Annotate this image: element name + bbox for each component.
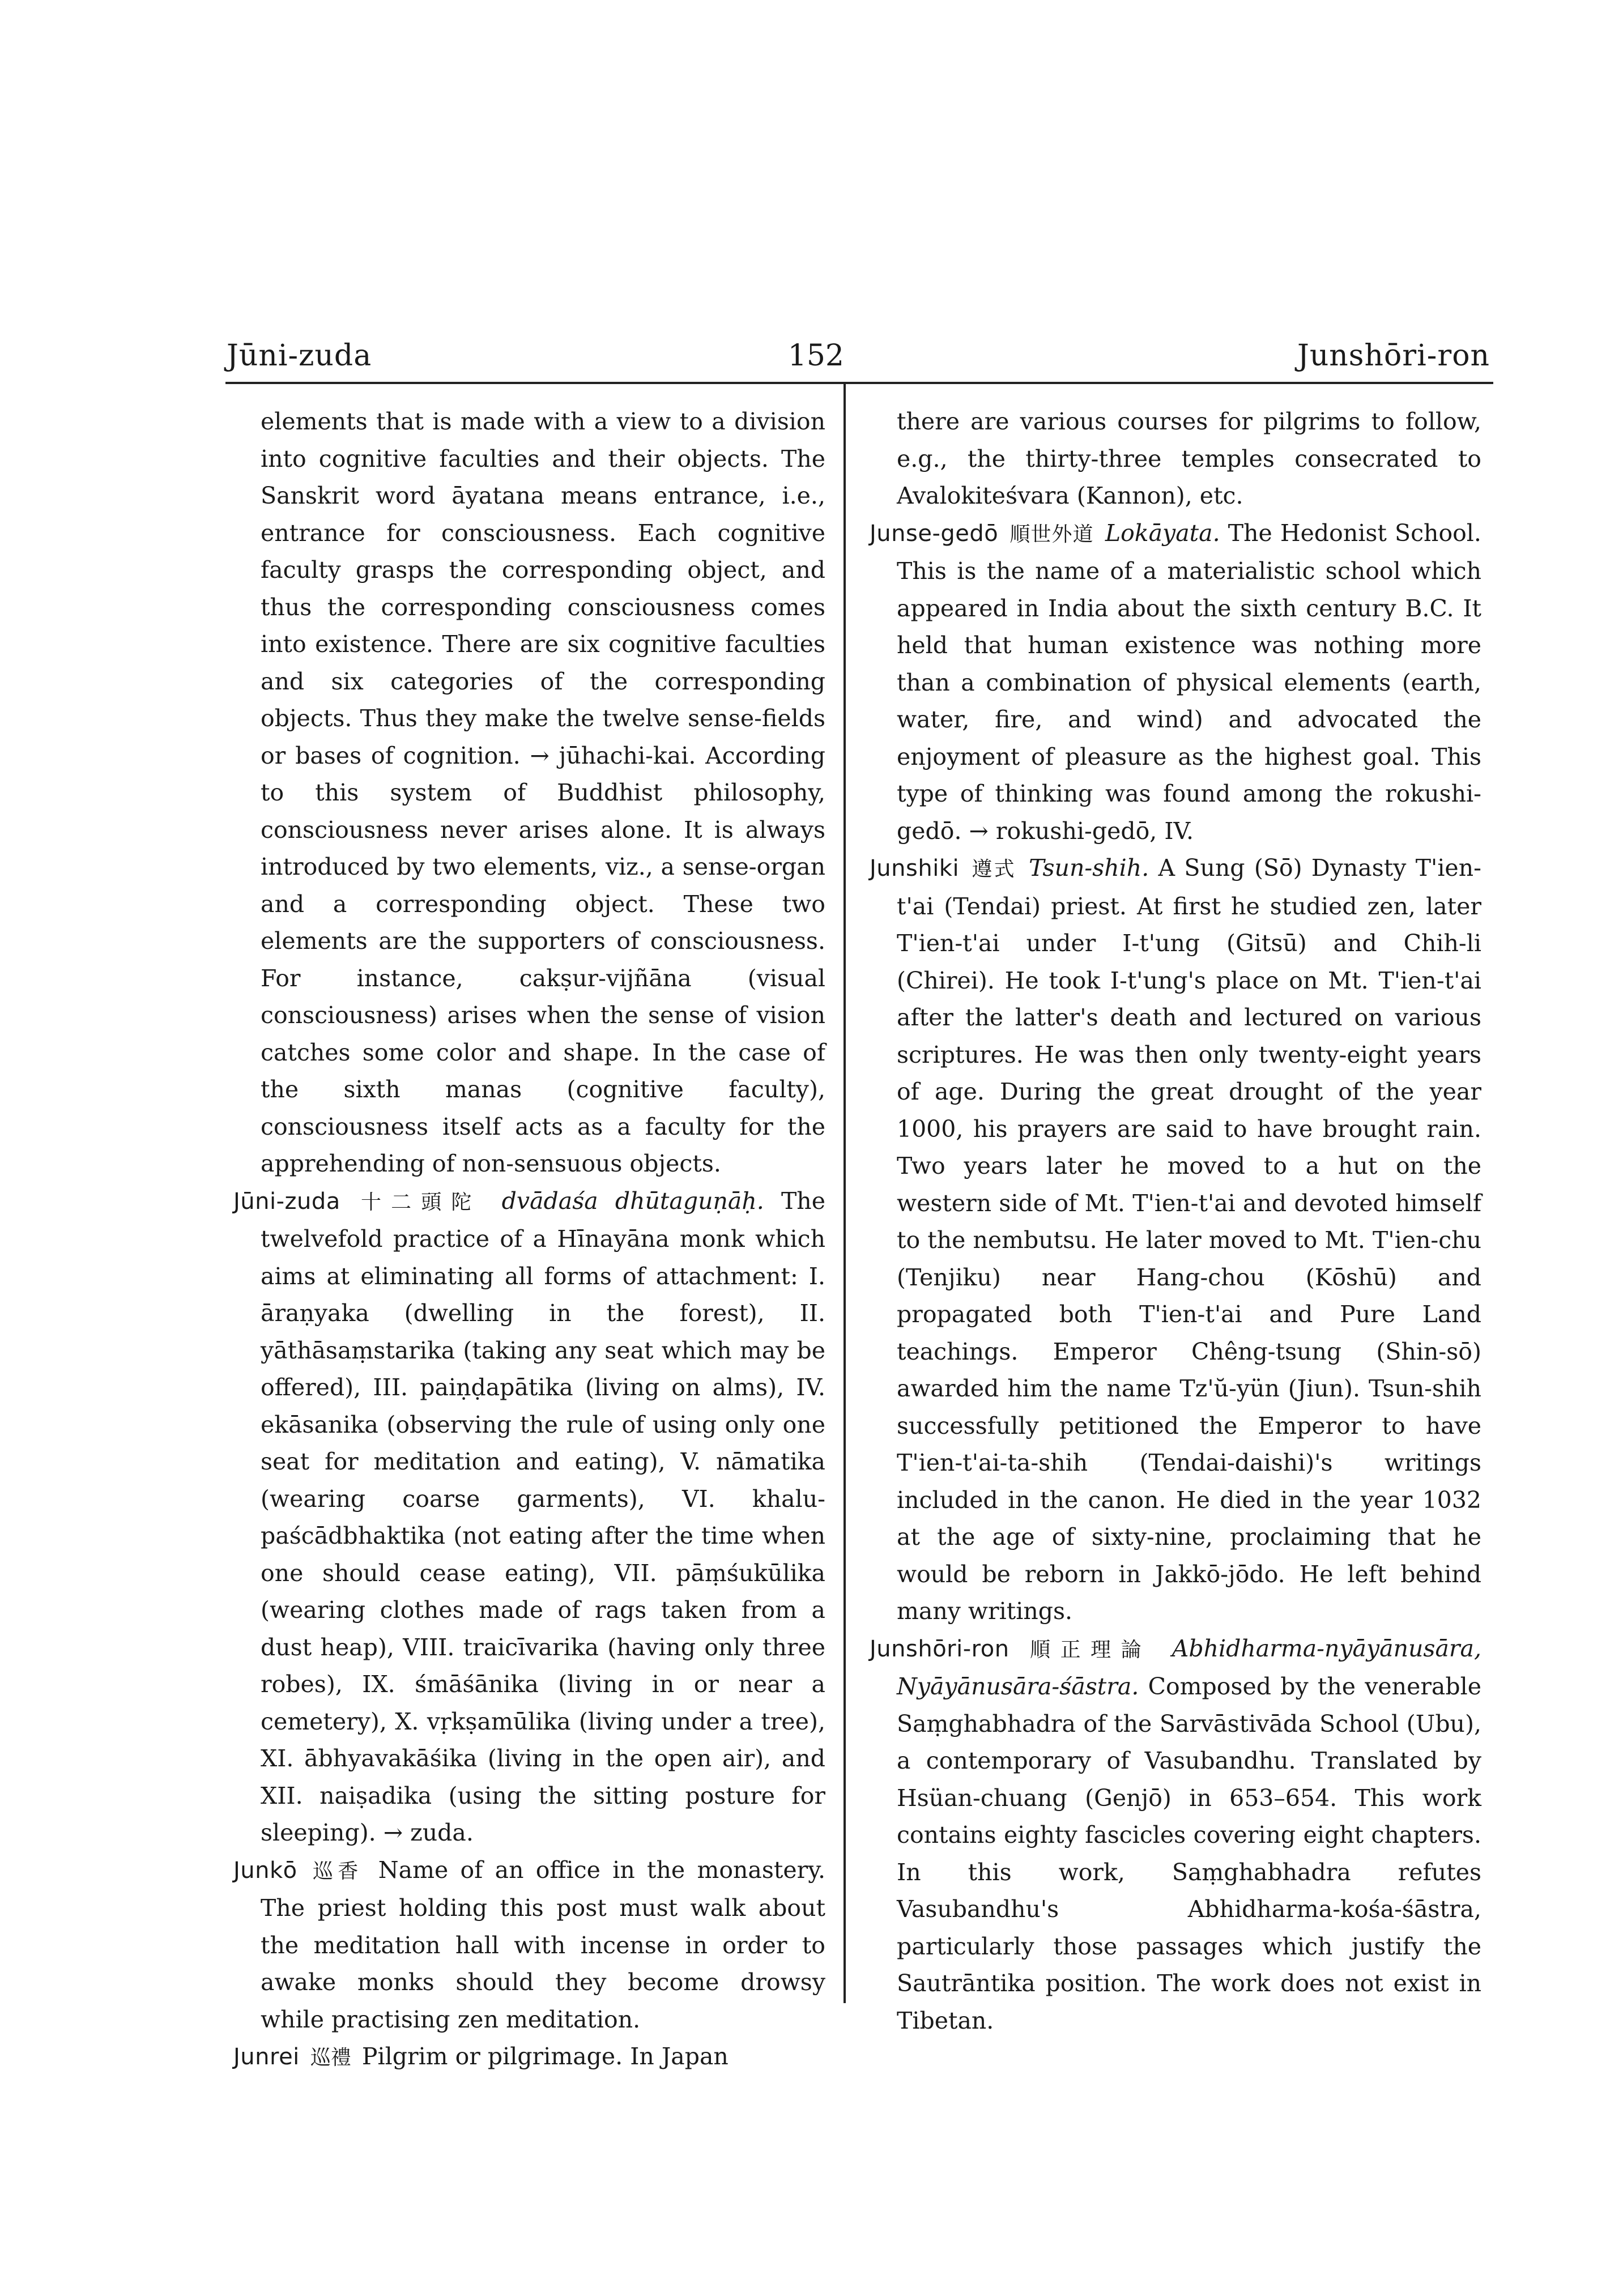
entry-definition: Name of an office in the monastery. The priest holding this post must walk about the meditation hall with incense in order to awake monks should they become drowsy while practising zen meditation. — [261, 1856, 825, 2033]
left-column — [233, 403, 825, 2077]
entry-headword: Jūni-zuda — [233, 1188, 340, 1215]
entry-headword: Junrei — [233, 2044, 300, 2070]
entry-junshiki — [870, 850, 1481, 1630]
entry-headword: Junshiki — [870, 855, 960, 881]
continued-entry-text: elements that is made with a view to a division into cognitive faculties and their objects. The Sanskrit word āyatana means entrance, i.e., entrance for consciousness. Each cognitive faculty grasps the corresponding object, and thus the corresponding consciousness comes into existence. There are six cognitive faculties and six categories of the corresponding objects. Thus they make the twelve sense-fields or bases of cognition. → jūhachi-kai. According to this system of Buddhist philosophy, consciousness never arises alone. It is always introduced by two elements, viz., a sense-organ and a corresponding object. These two elements are the supporters of consciousness. For instance, cakṣur-vijñāna (visual consciousness) arises when the sense of vision catches some color and shape. In the case of the sixth manas (cognitive faculty), consciousness itself acts as a faculty for the apprehending of non-sensuous objects. — [261, 408, 825, 1177]
right-column — [870, 403, 1481, 2039]
entry-definition: Pilgrim or pilgrimage. In Japan — [361, 2043, 729, 2070]
entry-sanskrit: dvādaśa dhūtaguṇāḥ. — [501, 1187, 764, 1215]
header-rule — [225, 382, 1493, 384]
column-divider — [844, 383, 846, 2003]
entry-headword: Junshōri-ron — [870, 1635, 1009, 1662]
running-header — [227, 339, 1490, 384]
entry-kanji: 遵式 — [972, 858, 1016, 881]
header-left-guideword: Jūni-zuda — [227, 339, 372, 373]
entry-definition: The Hedonist School. This is the name of a materialistic school which appeared in India about the sixth century B.C. It held that human existence was nothing more than a combination of physical elements (earth, water, fire, and wind) and advocated the enjoyment of pleasure as the highest goal. This type of thinking was found among the rokushi-gedō. → rokushi-gedō, IV. — [897, 519, 1481, 845]
entry-junse-gedo — [870, 515, 1481, 850]
entry-junrei — [233, 2038, 825, 2077]
entry-definition: A Sung (Sō) Dynasty T'ien-t'ai (Tendai) priest. At first he studied zen, later T'ien-t'ai under I-t'ung (Gitsū) and Chih-li (Chirei). He took I-t'ung's place on Mt. T'ien-t'ai after the latter's death and lectured on various scriptures. He was then only twenty-eight years of age. During the great drought of the year 1000, his prayers are said to have brought rain. Two years later he moved to a hut on the western side of Mt. T'ien-t'ai and devoted himself to the nembutsu. He later moved to Mt. T'ien-chu (Tenjiku) near Hang-chou (Kōshū) and propagated both T'ien-t'ai and Pure Land teachings. Emperor Chêng-tsung (Shin-sō) awarded him the name Tz'ŭ-yün (Jiun). Tsun-shih successfully petitioned the Emperor to have T'ien-t'ai-ta-shih (Tendai-daishi)'s writings included in the canon. He died in the year 1032 at the age of sixty-nine, proclaiming that he would be reborn in Jakkō-jōdo. He left behind many writings. — [897, 854, 1481, 1625]
entry-kanji: 巡香 — [312, 1859, 363, 1883]
entry-definition: Composed by the venerable Saṃghabhadra of the Sarvāstivāda School (Ubu), a contemporary of Vasubandhu. Translated by Hsüan-chuang (Genjō) in 653–654. This work contains eighty fascicles covering eight chapters. In this work, Saṃghabhadra refutes Vasubandhu's Abhidharma-kośa-śāstra, particularly those passages which justify the Sautrāntika position. The work does not exist in Tibetan. — [897, 1673, 1481, 2034]
entry-junshori-ron — [870, 1630, 1481, 2040]
entry-kanji: 十二頭陀 — [360, 1190, 482, 1214]
entry-kanji: 順世外道 — [1009, 522, 1094, 546]
entry-sanskrit: Lokāyata. — [1105, 519, 1220, 547]
entry-sanskrit: Abhidharma-nyāyānusāra, Nyāyānusāra-śāstra. — [897, 1634, 1481, 1700]
page-number: 152 — [787, 339, 844, 373]
entry-headword: Junse-gedō — [870, 520, 999, 547]
header-right-guideword: Junshōri-ron — [1297, 339, 1490, 373]
entry-juni-zuda — [233, 1183, 825, 1852]
entry-junko — [233, 1852, 825, 2039]
entry-sanskrit: Tsun-shih. — [1029, 854, 1149, 881]
entry-kanji: 巡禮 — [310, 2046, 351, 2069]
continued-entry-text: there are various courses for pilgrims to follow, e.g., the thirty-three temples consecrated to Avalokiteśvara (Kannon), etc. — [897, 408, 1481, 509]
entry-headword: Junkō — [233, 1857, 297, 1884]
entry-definition: The twelvefold practice of a Hīnayāna monk which aims at eliminating all forms of attachment: I. āraṇyaka (dwelling in the forest), II. yāthāsaṃstarika (taking any seat which may be offered), III. paiṇḍapātika (living on alms), IV. ekāsanika (observing the rule of using only one seat for meditation and eating), V. nāmatika (wearing coarse garments), VI. khalu-paścādbhaktika (not eating after the time when one should cease eating), VII. pāṃśukūlika (wearing clothes made of rags taken from a dust heap), VIII. traicīvarika (having only three robes), IX. śmāśānika (living in or near a cemetery), X. vṛkṣamūlika (living under a tree), XI. ābhyavakāśika (living in the open air), and XII. naiṣadika (using the sitting posture for sleeping). → zuda. — [261, 1187, 825, 1846]
entry-kanji: 順正理論 — [1030, 1638, 1152, 1662]
